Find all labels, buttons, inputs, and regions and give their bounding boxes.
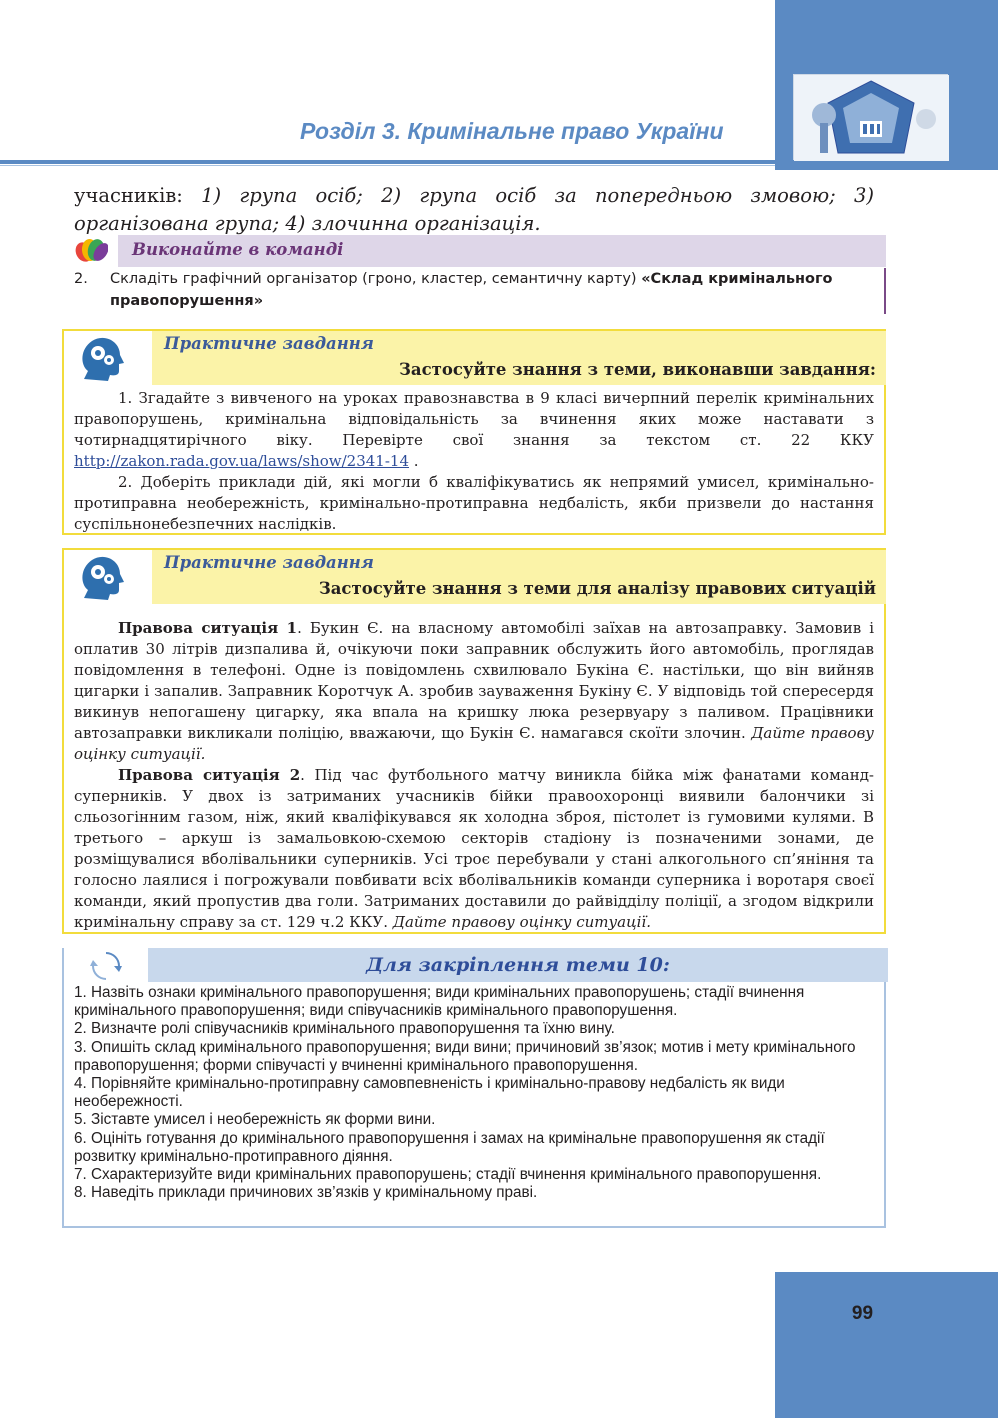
team-task-rule xyxy=(884,268,886,314)
intro-paragraph xyxy=(74,182,874,238)
intro-items: 1) група осіб; 2) група осіб за попередньою змовою; 3) організована група; 4) злочинна організація. xyxy=(74,184,874,235)
team-task-topic: «Склад кримінального правопорушення» xyxy=(110,271,833,309)
team-task-number: 2. xyxy=(74,271,88,287)
header-rule xyxy=(0,160,775,164)
situation-1 xyxy=(74,618,874,765)
review-list xyxy=(74,984,884,1202)
review-title: Для закріплення теми 10: xyxy=(366,954,670,976)
intro-lead: учасників: xyxy=(74,184,202,207)
situation-2-task: Дайте правову оцінку ситуації. xyxy=(392,913,651,931)
zakon-link[interactable]: http://zakon.rada.gov.ua/laws/show/2341-14 xyxy=(74,452,409,470)
practice-1-subtitle: Застосуйте знання з теми, виконавши завдання: xyxy=(398,360,876,379)
head-gears-icon xyxy=(74,552,126,604)
practice-1-item-2: 2. Доберіть приклади дій, які могли б кваліфікуватись як непрямий умисел, кримінально-протиправна необережність, кримінально-протиправна недбалість, якби призвели до настання суспільнонебезпечних наслідків. xyxy=(74,473,874,533)
review-box xyxy=(62,948,886,1228)
practice-1-header xyxy=(152,331,886,385)
practice-1-item-1-end: . xyxy=(409,452,419,470)
practice-2-header xyxy=(152,550,886,604)
situation-2 xyxy=(74,765,874,933)
practice-box-1 xyxy=(62,329,886,535)
practice-1-title: Практичне завдання xyxy=(164,334,374,353)
page-number: 99 xyxy=(851,1303,874,1324)
head-gears-icon xyxy=(74,333,126,385)
header-rule-thin xyxy=(0,165,775,166)
review-item: 3. Опишіть склад кримінального правопорушення; види вини; причиновий зв’язок; мотив і мету кримінального правопорушення; форми співучасті у вчиненні кримінального правопорушення. xyxy=(74,1038,856,1074)
practice-1-body xyxy=(74,388,874,535)
situation-1-task: Дайте правову оцінку ситуації. xyxy=(74,724,874,763)
review-header xyxy=(148,948,888,982)
practice-2-body xyxy=(74,618,874,933)
team-task-text xyxy=(110,268,880,312)
situation-2-text: . Під час футбольного матчу виникла бійка між фанатами команд-суперників. У двох із затриманих учасників бійки правоохоронці виявили балончики зі сльозогінним газом, ніж, який кваліфікувався як холодна зброя, пістолет із гумовими кулями. В третього – аркуш із замальовкою-схемою секторів стадіону із позначеними зонами, де розміщувалися вболівальники суперників. Усі троє перебували у стані алкогольного сп’яніння та голосно лаялися і погрожували повбивати всіх вболівальників команди суперника і воротаря своєї команди, який пропустив два голи. Затриманих доставили до райвідділу поліції, а згодом відкрили кримінальну справу за ст. 129 ч.2 ККУ. xyxy=(74,766,874,931)
chapter-title: Розділ 3. Кримінальне право України xyxy=(300,118,724,144)
review-item: 7. Схарактеризуйте види кримінальних правопорушень; стадії вчинення кримінального правопорушення. xyxy=(74,1166,822,1184)
review-item: 1. Назвіть ознаки кримінального правопорушення; види кримінальних правопорушень; стадії вчинення кримінального правопорушення; види співучасників кримінального правопорушення. xyxy=(74,984,805,1020)
practice-box-2 xyxy=(62,548,886,934)
review-item: 6. Оцініть готування до кримінального правопорушення і замах на кримінальне правопорушення як стадії розвитку кримінально-протиправного діяння. xyxy=(74,1129,825,1165)
review-item: 5. Зіставте умисел і необережність як форми вини. xyxy=(74,1111,436,1129)
review-item: 4. Порівняйте кримінально-протиправну самовпевненість і кримінально-правову недбалість як види необережності. xyxy=(74,1075,785,1111)
review-item: 8. Наведіть приклади причинових зв’язків у кримінальному праві. xyxy=(74,1184,538,1202)
practice-1-item-1 xyxy=(74,388,874,472)
review-item: 2. Визначте ролі співучасників кримінального правопорушення та їхню вину. xyxy=(74,1020,615,1038)
team-task-instruction: Складіть графічний організатор (гроно, кластер, семантичну карту) xyxy=(110,271,642,287)
practice-1-item-1-text: 1. Згадайте з вивченого на уроках правознавства в 9 класі вичерпний перелік кримінальних правопорушень, кримінальна відповідальність за вчинення яких може наставати з чотирнадцятирічного віку. Перевірте свої знання за текстом ст. 22 ККУ xyxy=(74,389,874,449)
law-emblem-icon xyxy=(793,74,948,160)
footer-side-bar xyxy=(775,1272,998,1418)
practice-2-title: Практичне завдання xyxy=(164,553,374,572)
situation-1-label: Правова ситуація 1 xyxy=(118,619,298,637)
team-icon xyxy=(74,236,108,264)
situation-2-label: Правова ситуація 2 xyxy=(118,766,301,784)
situation-1-text: . Букин Є. на власному автомобілі заїхав на автозаправку. Замовив і оплатив 30 літрів дизпалива й, очікуючи поки заправник обслужить його автомобіль, проглядав повідомлення в телефоні. Одне із повідомлень схвилювало Букіна Є. настільки, що він вийняв цигарки і запалив. Заправник Коротчук А. зробив зауваження Букіну Є. У відповідь той спересердя викинув непогашену цигарку, яка впала на кришку люка резервуару з паливом. Працівники автозаправки викликали поліцію, вважаючи, що Букін Є. намагався скоїти злочин. xyxy=(74,619,874,742)
refresh-arrows-icon xyxy=(90,950,122,982)
team-task-heading: Виконайте в команді xyxy=(132,240,344,259)
team-task-header xyxy=(118,235,886,267)
practice-2-subtitle: Застосуйте знання з теми для аналізу правових ситуацій xyxy=(318,579,876,598)
